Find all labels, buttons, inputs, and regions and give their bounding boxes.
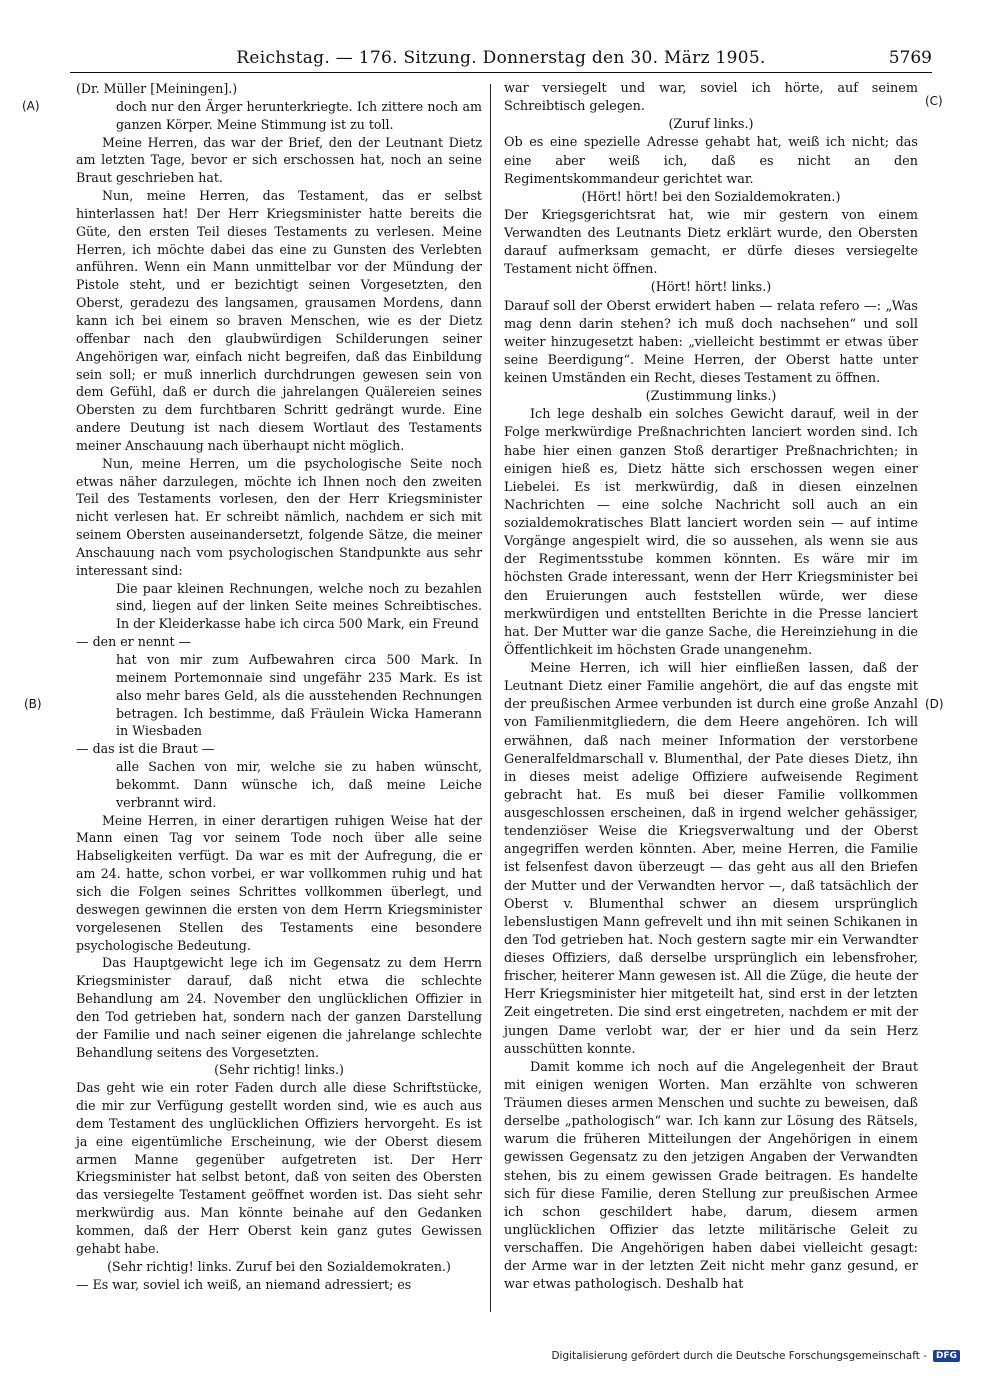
paragraph: Damit komme ich noch auf die Angelegenheit der Braut mit einigen wenigen Worten. Man erzählte von schweren Träumen dieses armen Menschen und suchte zu beweisen, daß derselbe „pathologisch“ war. Ich kann zur Lösung des Rätsels, warum die früheren Mitteilungen der Angehörigen in einem gewissen Gegensatz zu den jetzigen Angaben der Verwandten stehen, bis zu einem gewissen Grade beitragen. Es handelte sich für diese Familie, deren Stellung zur preußischen Armee ich schon geschildert habe, darum, diesem armen unglücklichen Offizier das letzte militärische Geleit zu verschaffen. Die Angehörigen haben dabei vielleicht gesagt: der Arme war in der letzten Zeit nicht mehr ganz gesund, er war etwas pathologisch. Deshalb hat bbox=[504, 1059, 918, 1293]
interjection: (Zuruf links.) bbox=[668, 117, 754, 133]
paragraph: doch nur den Ärger herunterkriegte. Ich zittere noch am ganzen Körper. Meine Stimmung ist zu toll. bbox=[116, 98, 482, 132]
page-header bbox=[70, 48, 932, 73]
paragraph: Ich lege deshalb ein solches Gewicht darauf, weil in der Folge merkwürdige Preßnachrichten lanciert worden sind. Ich habe hier einen ganzen Stoß derartiger Preßnachrichten; in einigen hieß es, Dietz hätte sich erschossen wegen einer Liebelei. Es ist merkwürdig, daß in diesen einzelnen Nachrichten — eine solche Nachricht soll auch an ein sozialdemokratisches Blatt lanciert worden sein — auf intime Vorgänge angespielt wird, die so aussehen, als wenn sie aus der Regimentsstube kommen könnten. Es wäre mir im höchsten Grade interessant, wenn der Herr Kriegsminister bei den Eruierungen auch feststellen würde, wer diese merkwürdigen und entstellten Berichte in die Presse lanciert hat. Der Mutter war die ganze Sache, die Hereinziehung in die Öffentlichkeit im höchsten Grade unangenehm. bbox=[504, 407, 918, 658]
paragraph: Meine Herren, ich will hier einfließen lassen, daß der Leutnant Dietz einer Familie angehört, die auf das engste mit der preußischen Armee verbunden ist durch eine große Anzahl von Familienmitgliedern, die dem Heere angehören. Ich will erwähnen, daß nach meiner Information der verstorbene Generalfeldmarschall v. Blumenthal, der Pate dieses Dietz, ihn in dieses meist adelige Offiziere aufweisende Regiment gebracht hat. Es muß bei dieser Familie vollkommen ausgeschlossen erscheinen, daß in irgend welcher gehässiger, tendenziöser Weise die Kriegsverwaltung und der Oberst angegriffen werden könnten. Aber, meine Herren, die Familie ist felsenfest davon überzeugt — das geht aus all den Briefen der Mutter und der Verwandten hervor —, daß tatsächlich der Oberst v. Blumenthal schwer an diesem ursprünglich lebenslustigen Mann gefrevelt und ihn mit seinen Schikanen in den Tod getrieben hat. Noch gestern sagte mir ein Verwandter dieses Offiziers, daß derselbe ursprünglich ein lebensfroher, frischer, heiterer Mann gewesen ist. All die Züge, die heute der Herr Kriegsminister hier mitgeteilt hat, sind erst in der letzten Zeit eingetreten. Die sind erst eingetreten, nachdem er mit der jungen Dame verlobt war, der er hier und da sein Herz ausschütten konnte. bbox=[504, 661, 918, 1057]
interjection: (Zustimmung links.) bbox=[645, 389, 777, 405]
paragraph: Das geht wie ein roter Faden durch alle diese Schriftstücke, die mir zur Verfügung gestellt worden sind, wie es auch aus dem Testament des unglücklichen Offiziers hervorgeht. Es ist ja eine eigentümliche Erscheinung, wie der Oberst diesem armen Manne gegenüber aufgetreten ist. Der Herr Kriegsminister hat selbst betont, daß von seiten des Obersten das versiegelte Testament geöffnet worden ist. Das sieht sehr merkwürdig aus. Man könnte beinahe auf den Gedanken kommen, daß der Herr Oberst kein ganz gutes Gewissen gehabt habe. bbox=[76, 1080, 482, 1256]
footer-text: Digitalisierung gefördert durch die Deutsche Forschungsgemeinschaft - bbox=[551, 1350, 927, 1362]
paragraph: war versiegelt und war, soviel ich hörte, auf seinem Schreibtisch gelegen. bbox=[504, 81, 918, 115]
paragraph: — Es war, soviel ich weiß, an niemand adressiert; es bbox=[76, 1276, 412, 1292]
margin-marker-b: (B) bbox=[24, 697, 42, 711]
paragraph: Meine Herren, in einer derartigen ruhigen Weise hat der Mann einen Tag vor seinem Tode noch über alle seine Habseligkeiten verfügt. Da war es mit der Aufregung, die er am 24. hatte, schon vorbei, er war vollkommen ruhig und hat sich die Folgen seines Schrittes vollkommen überlegt, und deswegen gewinnen die ersten von dem Herrn Kriegsminister vorgelesenen Stellen des Testaments eine besondere psychologische Bedeutung. bbox=[76, 812, 482, 953]
speaker-line: (Dr. Müller [Meiningen].) bbox=[76, 81, 238, 96]
right-column bbox=[504, 80, 918, 1294]
page-number: 5769 bbox=[888, 48, 932, 68]
column-divider bbox=[490, 84, 491, 1312]
paragraph: Darauf soll der Oberst erwidert haben — relata refero —: „Was mag denn darin stehen? ich muß doch nachsehen“ und soll weiter hinzugesetzt haben: „vielleicht bestimmt er etwas über seine Beerdigung“. Meine Herren, der Oberst hatte unter keinen Umständen ein Recht, dieses Testament zu öffnen. bbox=[504, 298, 918, 386]
quotation: alle Sachen von mir, welche sie zu haben wünscht, bekommt. Dann wünsche ich, daß meine Leiche verbrannt wird. bbox=[116, 759, 482, 810]
aside-remark: — das ist die Braut — bbox=[76, 741, 215, 757]
interjection: (Hört! hört! links.) bbox=[650, 280, 772, 296]
paragraph: Nun, meine Herren, um die psychologische Seite noch etwas näher darzulegen, möchte ich Ihnen noch den zweiten Teil des Testaments vorlesen, den der Herr Kriegsminister nicht verlesen hat. Er schreibt nämlich, nachdem er sich mit seinem Obersten auseinandersetzt, folgende Sätze, die meiner Anschauung nach vom psychologischen Standpunkte aus sehr interessant sind: bbox=[76, 455, 482, 578]
paragraph: Nun, meine Herren, das Testament, das er selbst hinterlassen hat! Der Herr Kriegsminister hatte bereits die Güte, den ersten Teil dieses Testaments zu verlesen. Meine Herren, ich möchte dabei das eine zu Gunsten des Verlebten anführen. Wenn ein Mann unmittelbar vor der Mündung der Pistole steht, und er bezichtigt seinen Vorgesetzten, den Oberst, geradezu des langsamen, grausamen Mordens, dann kann ich bei einem so braven Menschen, wie es der Dietz offenbar nach den glaubwürdigen Schilderungen seiner Angehörigen war, einfach nicht begreifen, daß das Einbildung sein soll; er muß innerlich durchdrungen gewesen sein von dem Gefühl, daß er durch die jahrelangen Quälereien seines Obersten zu dem furchtbaren Schritt gedrängt wurde. Eine andere Deutung ist nach diesem Wortlaut des Testaments meiner Anschauung nach überhaupt nicht möglich. bbox=[76, 188, 482, 453]
quotation: Die paar kleinen Rechnungen, welche noch zu bezahlen sind, liegen auf der linken Seite meines Schreibtisches. In der Kleiderkasse habe ich circa 500 Mark, ein Freund bbox=[116, 580, 482, 632]
interjection: (Sehr richtig! links.) bbox=[214, 1062, 344, 1078]
interjection: (Hört! hört! bei den Sozialdemokraten.) bbox=[581, 189, 841, 205]
aside-remark: — den er nennt — bbox=[76, 634, 192, 650]
margin-marker-d: (D) bbox=[925, 697, 944, 711]
paragraph: Meine Herren, das war der Brief, den der Leutnant Dietz am letzten Tage, bevor er sich erschossen hat, noch an seine Braut geschrieben hat. bbox=[76, 134, 482, 186]
page-title: Reichstag. — 176. Sitzung. Donnerstag den 30. März 1905. bbox=[236, 48, 766, 68]
margin-marker-a: (A) bbox=[22, 99, 40, 113]
interjection: (Sehr richtig! links. Zuruf bei den Sozialdemokraten.) bbox=[107, 1258, 451, 1274]
quotation: hat von mir zum Aufbewahren circa 500 Mark. In meinem Portemonnaie sind ungefähr 235 Mark. Es ist also mehr bares Geld, als die ausstehenden Rechnungen betragen. Ich bestimme, daß Fräulein Wicka Hamerann in Wiesbaden bbox=[116, 652, 482, 739]
left-column bbox=[76, 80, 482, 1293]
dfg-logo: DFG bbox=[933, 1350, 960, 1362]
paragraph: Ob es eine spezielle Adresse gehabt hat, weiß ich nicht; das eine aber weiß ich, daß es nicht an den Regimentskommandeur gerichtet war. bbox=[504, 135, 918, 187]
paragraph: Der Kriegsgerichtsrat hat, wie mir gestern von einem Verwandten des Leutnants Dietz erklärt wurde, den Obersten darauf aufmerksam gemacht, er dürfe dieses versiegelte Testament nicht öffnen. bbox=[504, 207, 918, 278]
paragraph: Das Hauptgewicht lege ich im Gegensatz zu dem Herrn Kriegsminister darauf, daß nicht etwa die schlechte Behandlung am 24. November den unglücklichen Offizier in den Tod getrieben hat, sondern nach der ganzen Darstellung der Familie und nach seiner eigenen die jahrelange schlechte Behandlung seitens des Vorgesetzten. bbox=[76, 955, 482, 1060]
margin-marker-c: (C) bbox=[925, 94, 943, 108]
digitization-footer bbox=[551, 1350, 960, 1362]
